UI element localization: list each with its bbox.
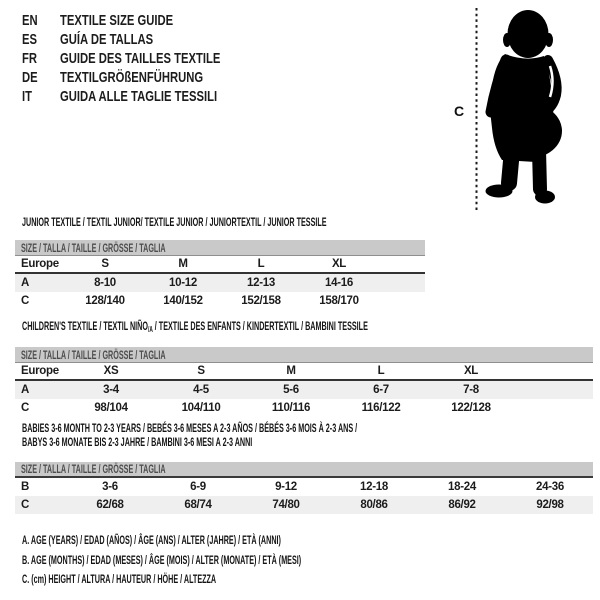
size-header-text: SIZE / TALLA / TAILLE / GRÖSSE / TAGLIA xyxy=(21,462,166,476)
height-cell: 86/92 xyxy=(448,499,476,511)
language-title: GUIDA ALLE TAGLIE TESSILI xyxy=(60,88,218,105)
size-cell: XS xyxy=(103,365,119,377)
age-cell: 3-4 xyxy=(103,384,119,396)
height-cell: 152/158 xyxy=(241,295,281,307)
children-size-table xyxy=(15,347,593,417)
legend-line-a xyxy=(22,531,487,551)
table-row xyxy=(15,478,593,496)
row-label: C xyxy=(21,402,30,414)
age-cell: 5-6 xyxy=(283,384,299,396)
age-cell: 7-8 xyxy=(463,384,479,396)
row-label: B xyxy=(21,481,30,493)
age-cell: 14-16 xyxy=(325,277,353,289)
table-row xyxy=(15,274,425,292)
age-cell: 18-24 xyxy=(448,481,476,493)
language-title: TEXTILE SIZE GUIDE xyxy=(60,12,174,29)
age-cell: 3-6 xyxy=(102,481,118,493)
legend-text: B. AGE (MONTHS) / EDAD (MESES) / ÂGE (MOIS) / ALTER (MONATE) / ETÀ (MESI) xyxy=(22,552,302,567)
height-cell: 122/128 xyxy=(451,402,491,414)
junior-table-title-text: JUNIOR TEXTILE / TEXTIL JUNIOR/ TEXTILE JUNIOR / JUNIORTEXTIL / JUNIOR TESSILE xyxy=(22,215,327,229)
junior-table-title xyxy=(22,215,530,229)
age-cell: 4-5 xyxy=(193,384,209,396)
row-label: Europe xyxy=(21,365,59,377)
row-label: C xyxy=(21,499,30,511)
arm-body-gap xyxy=(550,66,553,97)
table-row xyxy=(15,496,593,514)
language-code: ES xyxy=(22,31,38,48)
size-cell: M xyxy=(286,365,296,377)
age-cell: 6-7 xyxy=(373,384,389,396)
children-title-part: CHILDREN'S TEXTILE / TEXTIL NIÑO xyxy=(22,319,148,333)
legend-line-c xyxy=(22,570,487,590)
table-row xyxy=(15,363,593,381)
baby-figure-svg xyxy=(450,0,600,220)
table-row xyxy=(15,399,593,417)
babies-table-title-line2: BABYS 3-6 MONATE BIS 2-3 JAHRE / BAMBINI 3-6 MESI A 2-3 ANNI xyxy=(22,435,253,449)
height-cell: 158/170 xyxy=(319,295,359,307)
language-title: GUIDE DES TAILLES TEXTILE xyxy=(60,50,221,67)
size-header-bar xyxy=(15,462,593,478)
height-measure-label: C xyxy=(454,103,465,119)
table-row xyxy=(15,292,425,310)
height-cell: 68/74 xyxy=(184,499,212,511)
table-row xyxy=(15,256,425,274)
row-label: A xyxy=(21,277,30,289)
babies-table-title xyxy=(22,421,581,449)
legend xyxy=(22,531,487,590)
size-header-text: SIZE / TALLA / TAILLE / GRÖSSE / TAGLIA xyxy=(21,347,166,362)
children-title-subscript: /A xyxy=(147,325,153,334)
height-cell: 92/98 xyxy=(536,499,564,511)
row-label: Europe xyxy=(21,258,59,270)
age-cell: 24-36 xyxy=(536,481,564,493)
children-table-title xyxy=(22,319,598,337)
legend-text: C. (cm) HEIGHT / ALTURA / HAUTEUR / HÖHE / ALTEZZA xyxy=(22,572,217,587)
language-row xyxy=(22,49,274,68)
size-cell: S xyxy=(197,365,205,377)
language-title: GUÍA DE TALLAS xyxy=(60,31,154,48)
age-cell: 10-12 xyxy=(169,277,197,289)
row-label: A xyxy=(21,384,30,396)
legend-text: A. AGE (YEARS) / EDAD (AÑOS) / ÂGE (ANS) / ALTER (JAHRE) / ETÀ (ANNI) xyxy=(22,533,281,547)
size-header-text: SIZE / TALLA / TAILLE / GRÖSSE / TAGLIA xyxy=(21,240,166,255)
size-header-bar xyxy=(15,240,425,256)
language-row xyxy=(22,30,274,49)
language-code: IT xyxy=(22,88,33,105)
size-cell: S xyxy=(101,258,109,270)
language-row xyxy=(22,87,274,106)
children-title-part: / TEXTILE DES ENFANTS / KINDERTEXTIL / BAMBINI TESSILE xyxy=(152,319,368,333)
language-row xyxy=(22,11,274,30)
language-code: DE xyxy=(22,69,38,86)
height-cell: 104/110 xyxy=(181,402,221,414)
age-cell: 12-18 xyxy=(360,481,388,493)
height-cell: 74/80 xyxy=(272,499,300,511)
language-title: TEXTILGRÖßENFÜHRUNG xyxy=(60,69,204,86)
size-cell: L xyxy=(377,365,385,377)
size-header-bar xyxy=(15,347,593,363)
height-measure-figure xyxy=(450,0,600,220)
table-row xyxy=(15,381,593,399)
age-cell: 6-9 xyxy=(190,481,206,493)
height-cell: 80/86 xyxy=(360,499,388,511)
size-cell: L xyxy=(257,258,265,270)
language-header xyxy=(22,11,274,106)
height-cell: 110/116 xyxy=(271,402,311,414)
baby-silhouette xyxy=(486,10,563,204)
size-cell: XL xyxy=(331,258,347,270)
size-cell: M xyxy=(178,258,188,270)
height-cell: 116/122 xyxy=(361,402,401,414)
language-row xyxy=(22,68,274,87)
age-cell: 9-12 xyxy=(275,481,297,493)
height-cell: 62/68 xyxy=(96,499,124,511)
legend-line-b xyxy=(22,551,487,571)
age-cell: 8-10 xyxy=(94,277,116,289)
language-code: FR xyxy=(22,50,37,67)
height-cell: 140/152 xyxy=(163,295,203,307)
age-cell: 12-13 xyxy=(247,277,275,289)
row-label: C xyxy=(21,295,30,307)
babies-size-table xyxy=(15,462,593,514)
babies-table-title-line1: BABIES 3-6 MONTH TO 2-3 YEARS / BEBÉS 3-6 MESES A 2-3 AÑOS / BÉBÉS 3-6 MOIS À 2-3 ANS / xyxy=(22,421,358,435)
size-cell: XL xyxy=(463,365,479,377)
language-code: EN xyxy=(22,12,38,29)
height-cell: 98/104 xyxy=(94,402,128,414)
junior-size-table xyxy=(15,240,425,310)
height-cell: 128/140 xyxy=(85,295,125,307)
children-table-title-text xyxy=(22,319,368,337)
